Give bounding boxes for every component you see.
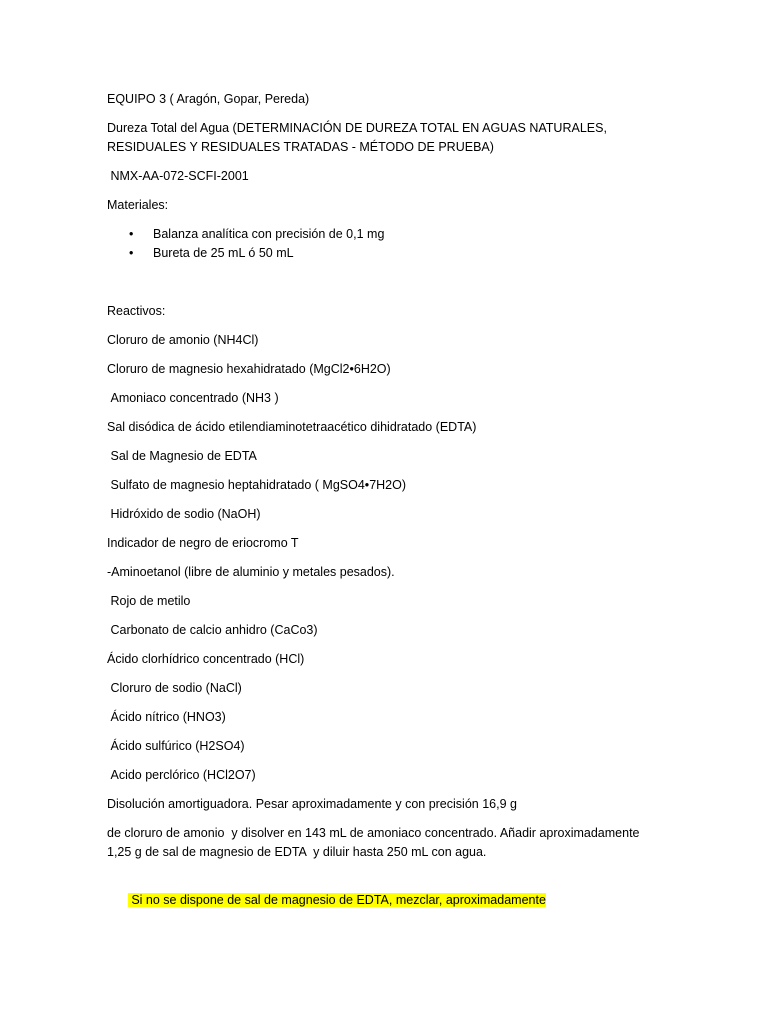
document-title: Dureza Total del Agua (DETERMINACIÓN DE DUREZA TOTAL EN AGUAS NATURALES, RESIDUALES Y RESIDUALES TRATADAS - MÉTODO DE PRUEBA) [107,121,611,154]
reactivo-item: Amoniaco concentrado (NH3 ) [107,391,279,405]
document-content [107,90,667,939]
reactivo-item: Acido perclórico (HCl2O7) [107,768,256,782]
reactivo-item: Cloruro de amonio (NH4Cl) [107,333,259,347]
team-line: EQUIPO 3 ( Aragón, Gopar, Pereda) [107,92,310,106]
list-item-text: Bureta de 25 mL ó 50 mL [153,246,294,260]
reactivo-item: Cloruro de sodio (NaCl) [107,681,242,695]
list-item [107,225,667,244]
reactivo-item: Hidróxido de sodio (NaOH) [107,507,261,521]
reactivo-item: Rojo de metilo [107,594,191,608]
reactivo-item: Sal de Magnesio de EDTA [107,449,257,463]
procedure-line-2: de cloruro de amonio y disolver en 143 mL de amoniaco concentrado. Añadir aproximadamente 1,25 g de sal de magnesio de EDTA y diluir hasta 250 mL con agua. [107,826,643,859]
procedure-line-1: Disolución amortiguadora. Pesar aproximadamente y con precisión 16,9 g [107,797,517,811]
reactivo-item: Sulfato de magnesio heptahidratado ( MgSO4•7H2O) [107,478,407,492]
spacer [107,273,667,302]
reactivo-item: Ácido sulfúrico (H2SO4) [107,739,245,753]
list-item [107,244,667,263]
bullet-dot-icon: • [129,246,134,260]
reactivo-item: Ácido nítrico (HNO3) [107,710,226,724]
bullet-dot-icon: • [129,227,134,241]
reactivo-item: Cloruro de magnesio hexahidratado (MgCl2•6H2O) [107,362,391,376]
list-item-text: Balanza analítica con precisión de 0,1 mg [153,227,385,241]
reactivo-item: -Aminoetanol (libre de aluminio y metales pesados). [107,565,395,579]
norm-code: NMX-AA-072-SCFI-2001 [107,169,249,183]
reactivos-heading: Reactivos: [107,304,166,318]
reactivo-item: Ácido clorhídrico concentrado (HCl) [107,652,305,666]
reactivo-item: Indicador de negro de eriocromo T [107,536,299,550]
highlighted-paragraph [107,872,667,929]
highlighted-text: Si no se dispone de sal de magnesio de EDTA, mezclar, aproximadamente [127,893,546,907]
reactivo-item: Carbonato de calcio anhidro (CaCo3) [107,623,318,637]
reactivo-item: Sal disódica de ácido etilendiaminotetraacético dihidratado (EDTA) [107,420,477,434]
materiales-list [107,225,667,263]
materiales-heading: Materiales: [107,198,169,212]
